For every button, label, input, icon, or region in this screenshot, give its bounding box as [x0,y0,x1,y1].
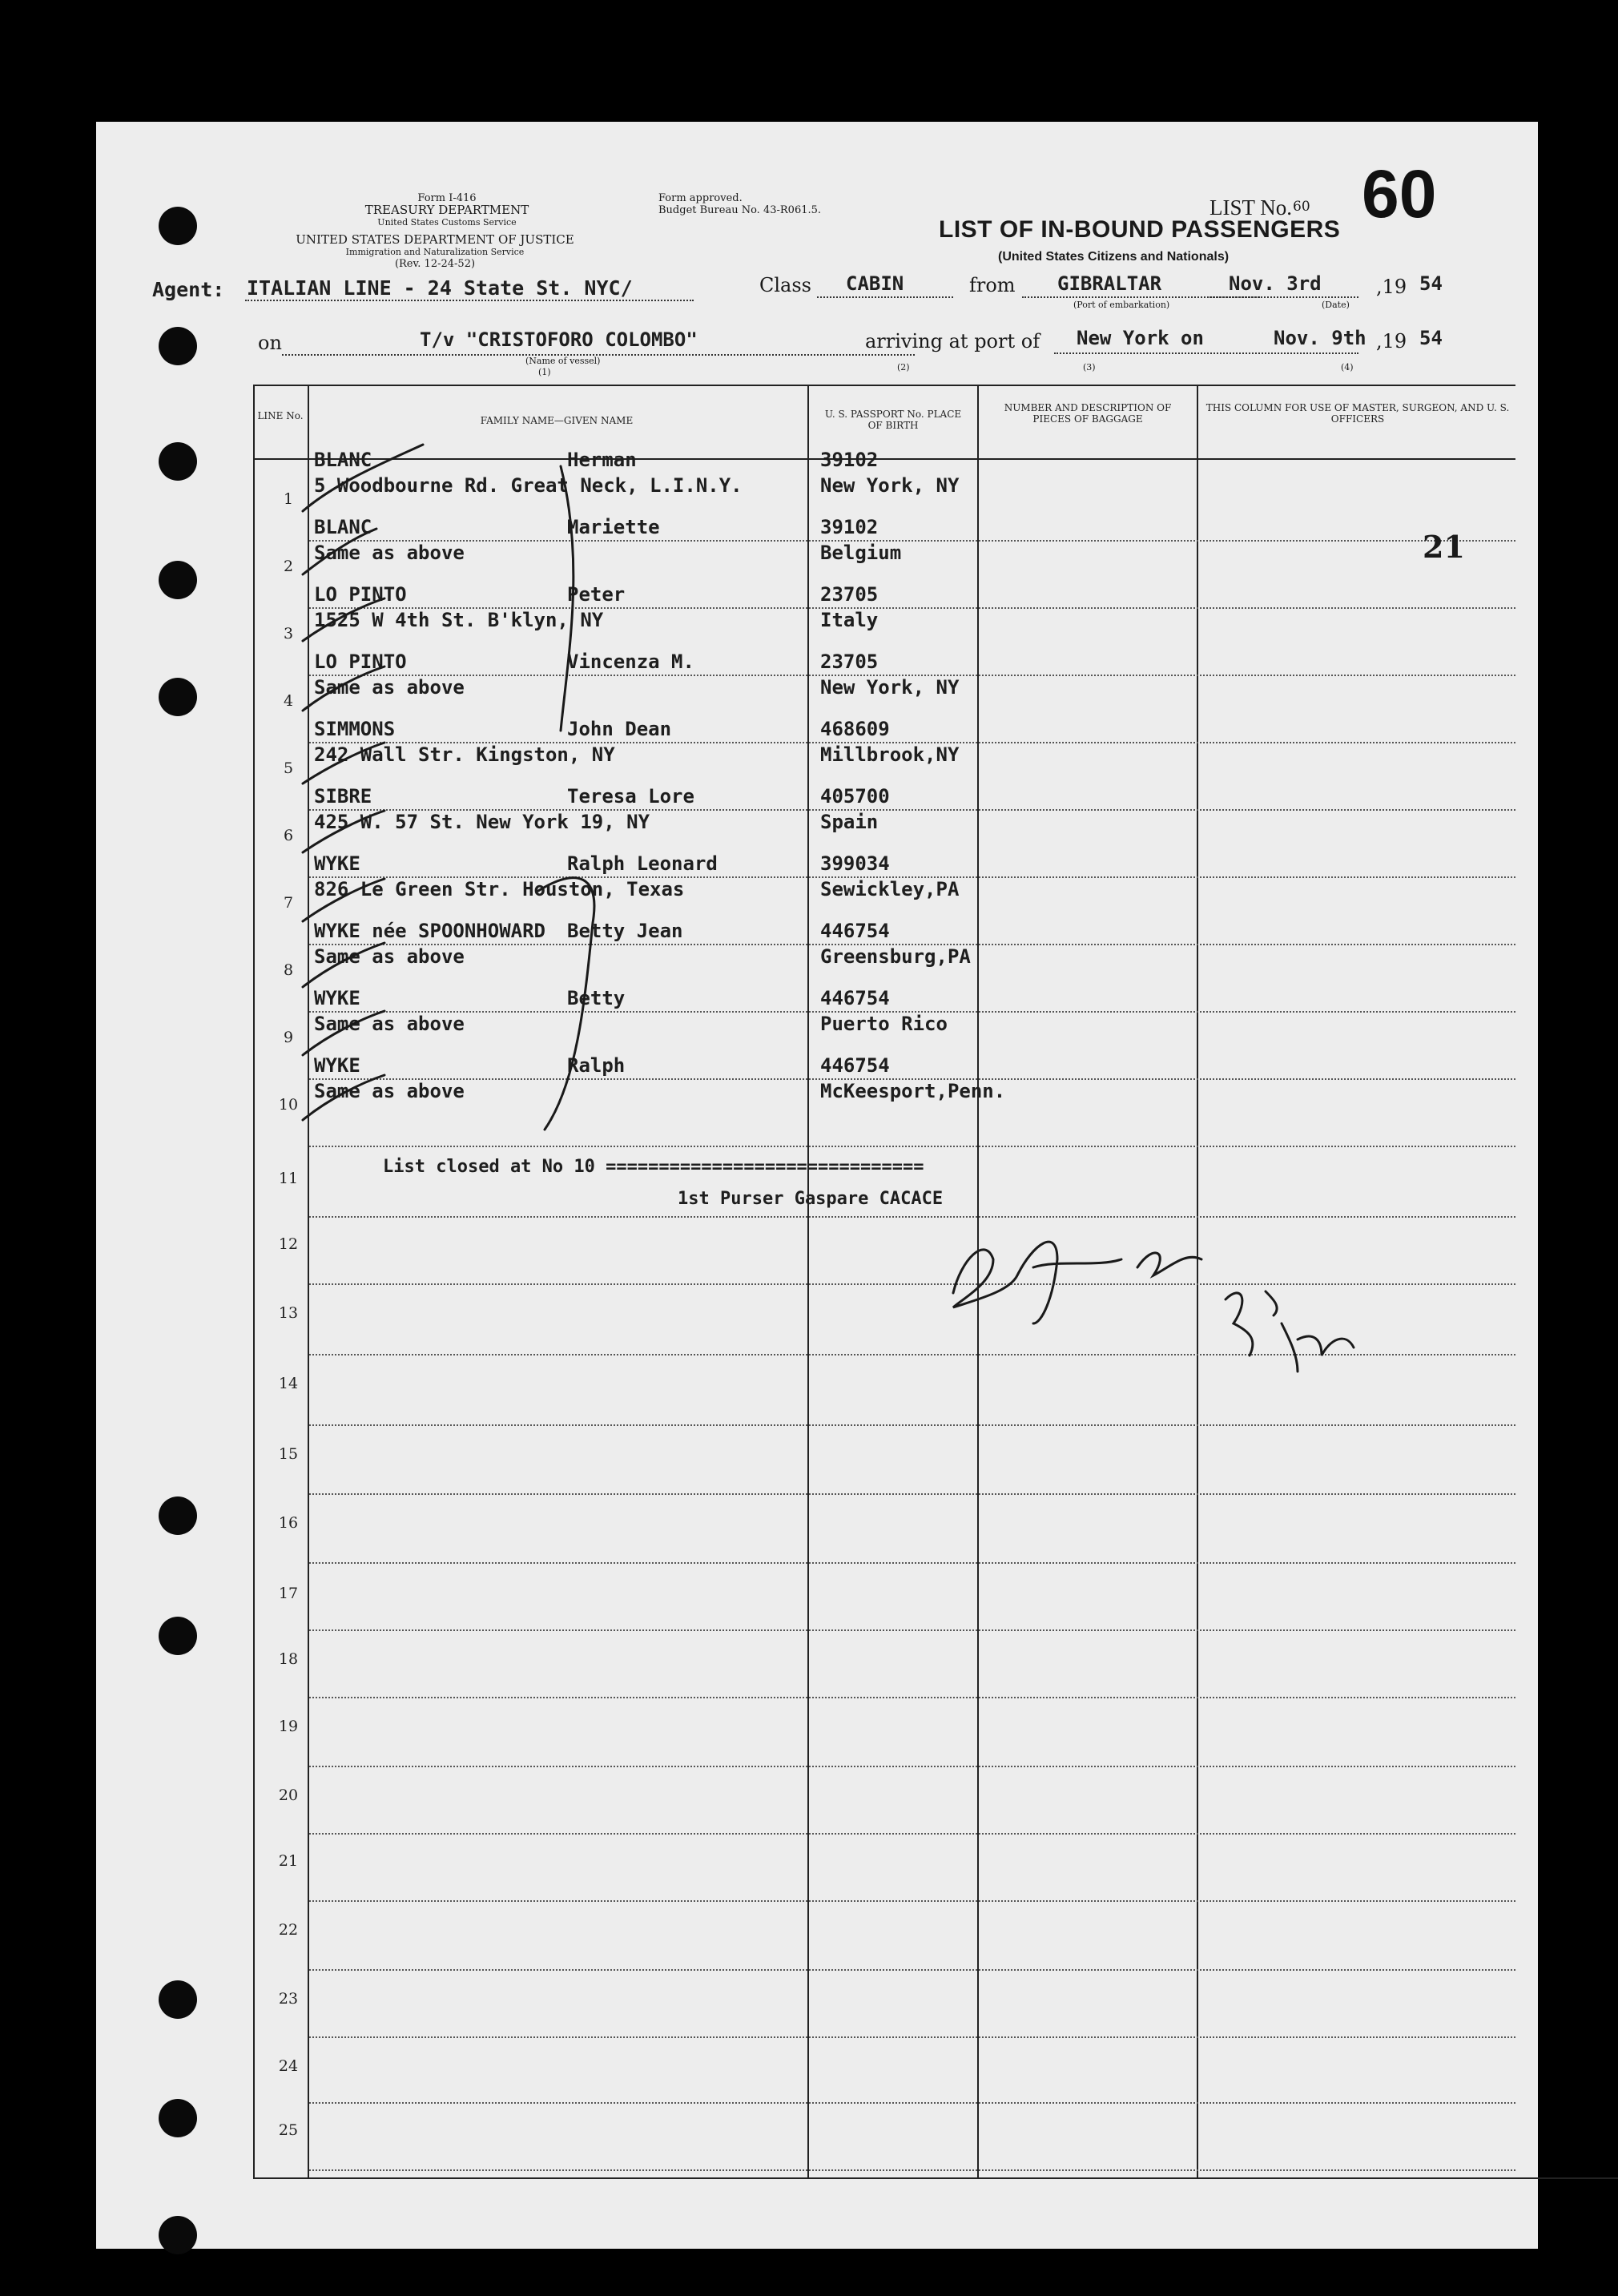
caption-4: (4) [1341,362,1354,373]
caption-3: (3) [1083,362,1096,373]
passenger-family-name: BLANC [314,516,372,538]
row-rule [309,1969,1515,1971]
passenger-given-name: Peter [567,583,626,606]
revision-date: (Rev. 12-24-52) [394,258,476,270]
passenger-given-name: Ralph Leonard [567,852,718,875]
line-number: 10 [278,1096,299,1114]
line-number: 12 [278,1235,299,1253]
punch-hole [159,2216,197,2254]
passenger-family-name: WYKE née SPOONHOWARD [314,920,545,942]
punch-hole [159,327,197,365]
arrival-port: New York on [1077,327,1204,349]
table-top-border [253,385,1515,386]
place-of-birth: Greensburg,PA [820,945,971,968]
row-rule [309,2102,1515,2104]
row-rule [309,540,1515,542]
caption-1: (1) [538,367,551,377]
table-bottom-border [253,2177,1618,2179]
place-of-birth: New York, NY [820,474,960,497]
line-number: 16 [278,1514,299,1532]
list-no-big: 60 [1362,156,1437,232]
row-rule [309,1900,1515,1902]
row-rule [309,1629,1515,1631]
passenger-address: Same as above [314,1013,465,1035]
passenger-family-name: LO PINTO [314,651,407,673]
passport-number: 399034 [820,852,890,875]
passenger-given-name: Mariette [567,516,660,538]
passenger-given-name: Betty Jean [567,920,683,942]
vessel-caption: (Name of vessel) [525,356,601,366]
row-rule [309,2036,1515,2038]
passport-number: 23705 [820,651,879,673]
row-rule [309,1833,1515,1835]
line-number: 3 [283,625,294,642]
line-number: 1 [283,490,294,508]
officer-count: 21 [1423,529,1465,565]
list-no-small: 60 [1293,199,1310,215]
line-number: 17 [278,1585,299,1602]
line-number: 11 [278,1170,299,1187]
passenger-family-name: WYKE [314,1054,360,1077]
passenger-given-name: Teresa Lore [567,785,694,808]
row-rule [309,1146,1515,1147]
col-line-no: LINE No. [257,410,304,421]
place-of-birth: Puerto Rico [820,1013,948,1035]
row-rule [309,876,1515,878]
form-number: Form I-416 [417,192,477,204]
passenger-family-name: WYKE [314,852,360,875]
page-subtitle: (United States Citizens and Nationals) [998,250,1230,264]
place-of-birth: New York, NY [820,676,960,699]
class-value: CABIN [846,272,904,295]
line-number: 18 [278,1650,299,1668]
passenger-given-name: Ralph [567,1054,626,1077]
row-rule [309,1424,1515,1426]
treasury-department: TREASURY DEPARTMENT [364,203,529,217]
col-officers: THIS COLUMN FOR USE OF MASTER, SURGEON, AND U. S. OFFICERS [1205,402,1510,425]
passenger-family-name: LO PINTO [314,583,407,606]
punch-hole [159,2099,197,2137]
row-rule [309,1283,1515,1285]
passenger-given-name: Vincenza M. [567,651,694,673]
year-prefix-1: ,19 [1376,276,1407,298]
passenger-address: Same as above [314,542,465,564]
row-rule [309,1078,1515,1080]
place-of-birth: Spain [820,811,879,833]
col-passport: U. S. PASSPORT No. PLACE OF BIRTH [824,409,962,431]
line-number: 2 [283,558,294,575]
passenger-family-name: SIMMONS [314,718,396,740]
punch-hole [159,1496,197,1535]
row-rule [309,1216,1515,1218]
row-rule [309,944,1515,945]
line-number: 5 [283,759,294,777]
agent-value: ITALIAN LINE - 24 State St. NYC/ [247,276,633,300]
arrival-date: Nov. 9th [1274,327,1366,349]
on-label: on [258,332,282,354]
row-rule [309,809,1515,811]
passport-number: 468609 [820,718,890,740]
table-left-border [253,385,255,2179]
passport-number: 39102 [820,516,879,538]
row-rule [309,1011,1515,1013]
passenger-given-name: Betty [567,987,626,1009]
punch-hole [159,442,197,481]
passenger-given-name: Herman [567,449,637,471]
row-rule [309,1493,1515,1495]
passenger-address: 242 Wall Str. Kingston, NY [314,743,615,766]
row-rule [309,2169,1515,2171]
line-number: 21 [278,1852,299,1870]
passenger-family-name: SIBRE [314,785,372,808]
line-number: 8 [283,961,294,979]
form-approved: Form approved. [658,192,743,204]
place-of-birth: Italy [820,609,879,631]
passport-number: 23705 [820,583,879,606]
justice-block [247,234,623,270]
list-no-label: LIST No. [1209,195,1293,220]
col-baggage: NUMBER AND DESCRIPTION OF PIECES OF BAGGAGE [1004,402,1172,425]
place-of-birth: Sewickley,PA [820,878,960,900]
place-of-birth: McKeesport,Penn. [820,1080,1006,1102]
row-rule [309,1354,1515,1355]
list-closed-text: List closed at No 10 ============================== [383,1157,924,1177]
line-number: 20 [278,1786,299,1804]
form-id-block [327,192,567,228]
row-rule [309,1766,1515,1767]
year-prefix-2: ,19 [1376,330,1407,352]
punch-hole [159,207,197,245]
passenger-given-name: John Dean [567,718,672,740]
punch-hole [159,1617,197,1655]
line-number: 25 [278,2121,299,2139]
passenger-address: 425 W. 57 St. New York 19, NY [314,811,650,833]
line-number: 9 [283,1029,294,1046]
row-rule [309,742,1515,743]
justice-department: UNITED STATES DEPARTMENT OF JUSTICE [296,232,574,247]
place-of-birth: Millbrook,NY [820,743,960,766]
passport-number: 446754 [820,1054,890,1077]
caption-2: (2) [897,362,910,373]
passenger-family-name: BLANC [314,449,372,471]
row-rule [309,1562,1515,1564]
passport-number: 405700 [820,785,890,808]
handwritten-marks [96,122,1538,2249]
line-number: 13 [278,1304,299,1322]
customs-service: United States Customs Service [377,217,517,228]
year-suffix-2: 54 [1419,327,1443,349]
passport-number: 39102 [820,449,879,471]
punch-hole [159,678,197,716]
passenger-address: 826 Le Green Str. Houston, Texas [314,878,685,900]
passenger-address: Same as above [314,676,465,699]
line-number: 14 [278,1375,299,1392]
from-value: GIBRALTAR [1057,272,1162,295]
agent-label: Agent: [152,278,225,301]
purser-signature-text: 1st Purser Gaspare CACACE [678,1189,944,1209]
row-rule [309,607,1515,609]
class-label: Class [759,274,811,296]
passenger-address: 5 Woodbourne Rd. Great Neck, L.I.N.Y. [314,474,743,497]
passport-number: 446754 [820,987,890,1009]
row-rule [309,1697,1515,1698]
line-number: 6 [283,827,294,844]
manifest-page [96,122,1538,2249]
row-rule [309,675,1515,676]
year-suffix-1: 54 [1419,272,1443,295]
budget-bureau: Budget Bureau No. 43-R061.5. [658,204,822,216]
line-number: 24 [278,2057,299,2075]
departure-date: Nov. 3rd [1229,272,1322,295]
from-label: from [969,274,1016,296]
passenger-address: 1525 W 4th St. B'klyn, NY [314,609,604,631]
line-number: 22 [278,1921,299,1939]
passenger-address: Same as above [314,1080,465,1102]
passenger-address: Same as above [314,945,465,968]
punch-hole [159,1980,197,2019]
page-title: LIST OF IN-BOUND PASSENGERS [939,216,1341,243]
arriving-label: arriving at port of [865,330,1040,352]
passport-number: 446754 [820,920,890,942]
vessel-name: T/v "CRISTOFORO COLOMBO" [420,328,698,351]
col-name: FAMILY NAME—GIVEN NAME [480,415,634,426]
ins-service: Immigration and Naturalization Service [345,247,525,257]
line-number: 7 [283,894,294,912]
punch-hole [159,561,197,599]
line-number: 23 [278,1990,299,2008]
line-number: 4 [283,692,294,710]
approval-block [658,192,821,216]
header-divider [253,458,1515,460]
line-number: 15 [278,1445,299,1463]
line-number: 19 [278,1718,299,1735]
passenger-family-name: WYKE [314,987,360,1009]
date-caption: (Date) [1322,300,1350,310]
place-of-birth: Belgium [820,542,902,564]
port-embark-caption: (Port of embarkation) [1073,300,1170,310]
